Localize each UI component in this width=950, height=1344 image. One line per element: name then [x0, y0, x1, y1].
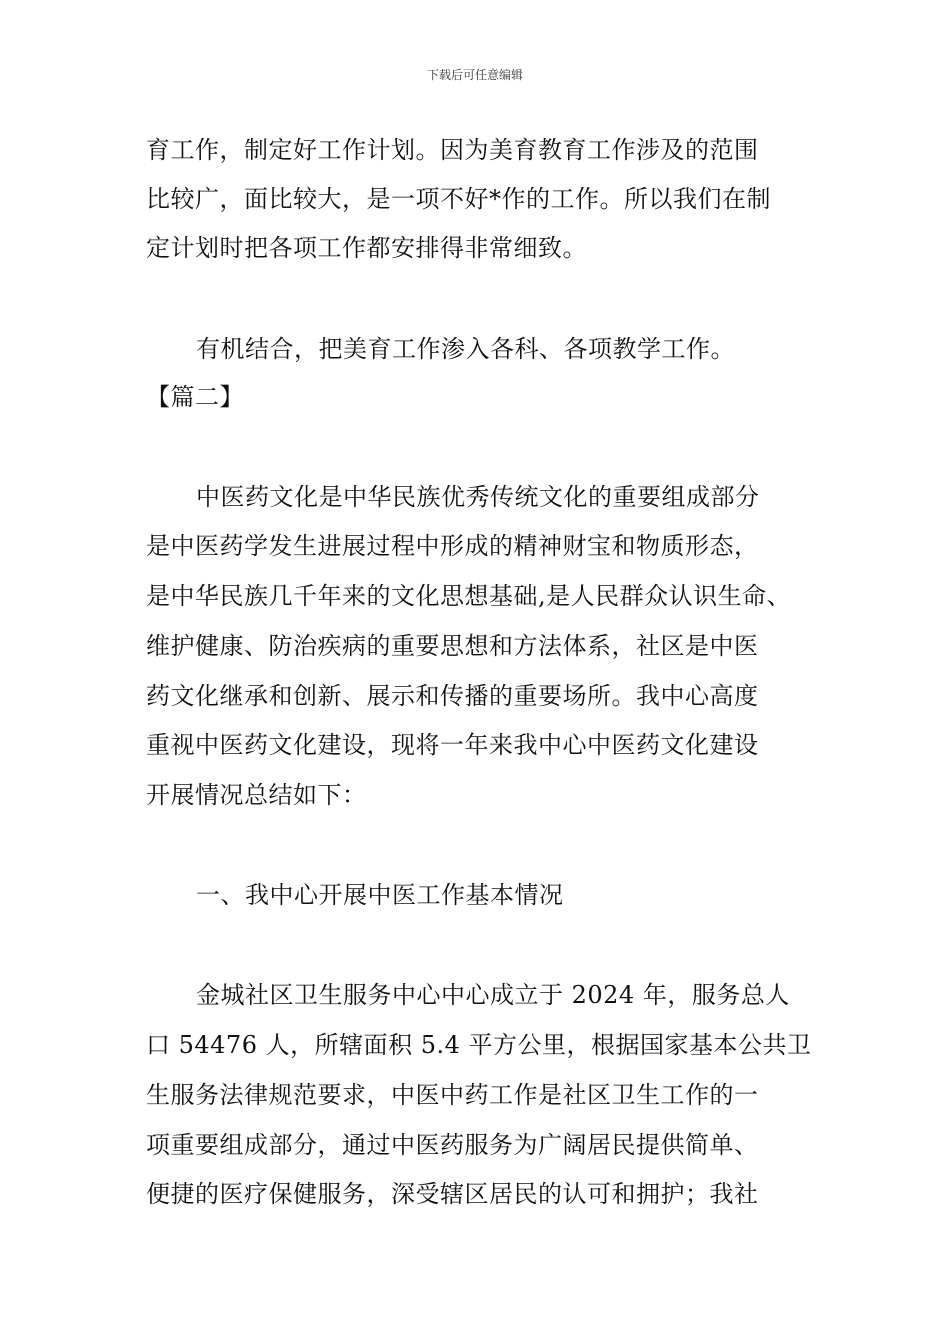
section-heading: 【篇二】 — [146, 383, 244, 411]
text-line: 金城社区卫生服务中心中心成立于 2024 年，服务总人 — [196, 981, 790, 1009]
page-header: 下载后可任意编辑 — [426, 68, 523, 82]
text-line: 便捷的医疗保健服务，深受辖区居民的认可和拥护；我社 — [146, 1180, 759, 1208]
text-line: 项重要组成部分，通过中医药服务为广阔居民提供简单、 — [146, 1131, 759, 1159]
subsection-heading: 一、我中心开展中医工作基本情况 — [196, 881, 564, 909]
text-line: 口 54476 人，所辖面积 5.4 平方公里，根据国家基本公共卫 — [146, 1031, 812, 1059]
text-line: 是中华民族几千年来的文化思想基础,是人民群众认识生命、 — [146, 582, 792, 610]
text-line: 定计划时把各项工作都安排得非常细致。 — [146, 234, 587, 262]
text-line: 生服务法律规范要求，中医中药工作是社区卫生工作的一 — [146, 1081, 759, 1109]
text-line: 药文化继承和创新、展示和传播的重要场所。我中心高度 — [146, 682, 759, 710]
text-line: 维护健康、防治疾病的重要思想和方法体系，社区是中医 — [146, 632, 759, 660]
text-line: 育工作，制定好工作计划。因为美育教育工作涉及的范围 — [146, 136, 759, 164]
text-line: 重视中医药文化建设，现将一年来我中心中医药文化建设 — [146, 731, 759, 759]
text-line: 开展情况总结如下： — [146, 781, 367, 809]
text-line: 中医药文化是中华民族优秀传统文化的重要组成部分 — [196, 483, 760, 511]
text-line: 是中医药学发生进展过程中形成的精神财宝和物质形态， — [146, 532, 759, 560]
text-line: 比较广，面比较大，是一项不好*作的工作。所以我们在制 — [146, 185, 771, 213]
text-line: 有机结合，把美育工作渗入各科、各项教学工作。 — [196, 335, 735, 363]
